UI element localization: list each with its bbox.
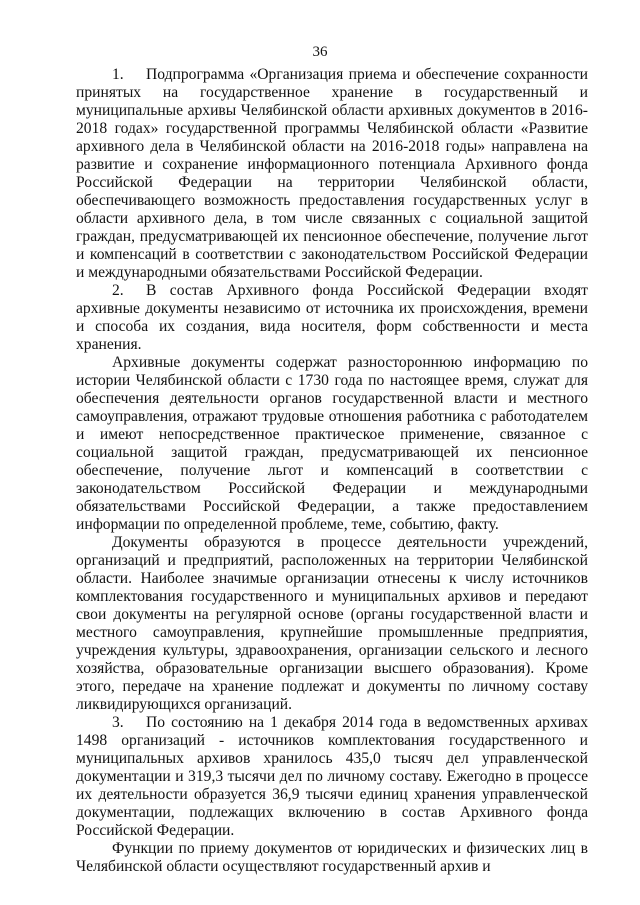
paragraph-3	[76, 354, 588, 534]
paragraph-5	[76, 714, 588, 840]
paragraph-6	[76, 840, 588, 876]
paragraph-text: Документы образуются в процессе деятельности учреждений, организаций и предприятий, расположенных на территории Челябинской области. Наиболее значимые организации отнесены к числу источников комплектования государственного и муниципальных архивов и передают свои документы на регулярной основе (органы государственной власти и местного самоуправления, крупнейшие промышленные предприятия, учреждения культуры, здравоохранения, организации сельского и лесного хозяйства, образовательные организации высшего образования). Кроме этого, передаче на хранение подлежат и документы по личному составу ликвидирующихся организаций.	[76, 534, 588, 713]
paragraph-text: Подпрограмма «Организация приема и обеспечение сохранности принятых на государственное хранение в государственный и муниципальные архивы Челябинской области архивных документов в 2016-2018 годах» государственной программы Челябинской области «Развитие архивного дела в Челябинской области на 2016-2018 годы» направлена на развитие и сохранение информационного потенциала Архивного фонда Российской Федерации на территории Челябинской области, обеспечивающего возможность предоставления государственных услуг в области архивного дела, в том числе связанных с социальной защитой граждан, предусматривающей их пенсионное обеспечение, получение льгот и компенсаций в соответствии с законодательством Российской Федерации и международными обязательствами Российской Федерации.	[76, 66, 588, 281]
paragraph-number: 3.	[112, 714, 124, 731]
page-number: 36	[312, 44, 328, 60]
paragraph-number: 2.	[112, 282, 124, 299]
paragraph-text: Архивные документы содержат разностороннюю информацию по истории Челябинской области с 1730 года по настоящее время, служат для обеспечения деятельности органов государственной власти и местного самоуправления, отражают трудовые отношения работника с работодателем и имеют непосредственное практическое применение, связанное с социальной защитой граждан, предусматривающей их пенсионное обеспечение, получение льгот и компенсаций в соответствии с законодательством Российской Федерации и международными обязательствами Российской Федерации, а также предоставлением информации по определенной проблеме, теме, событию, факту.	[76, 354, 588, 533]
paragraph-text: По состоянию на 1 декабря 2014 года в ведомственных архивах 1498 организаций - источников комплектования государственного и муниципальных архивов хранилось 435,0 тысяч дел управленческой документации и 319,3 тысячи дел по личному составу. Ежегодно в процессе их деятельности образуется 36,9 тысячи единиц хранения управленческой документации, подлежащих включению в состав Архивного фонда Российской Федерации.	[76, 714, 588, 839]
paragraph-text: Функции по приему документов от юридических и физических лиц в Челябинской области осуществляют государственный архив и	[76, 840, 588, 875]
paragraph-4	[76, 534, 588, 714]
paragraph-1	[76, 66, 588, 282]
paragraph-2	[76, 282, 588, 354]
paragraph-number: 1.	[112, 66, 124, 83]
paragraph-text: В состав Архивного фонда Российской Федерации входят архивные документы независимо от источника их происхождения, времени и способа их создания, вида носителя, форм собственности и места хранения.	[76, 282, 588, 353]
document-body	[76, 66, 588, 876]
